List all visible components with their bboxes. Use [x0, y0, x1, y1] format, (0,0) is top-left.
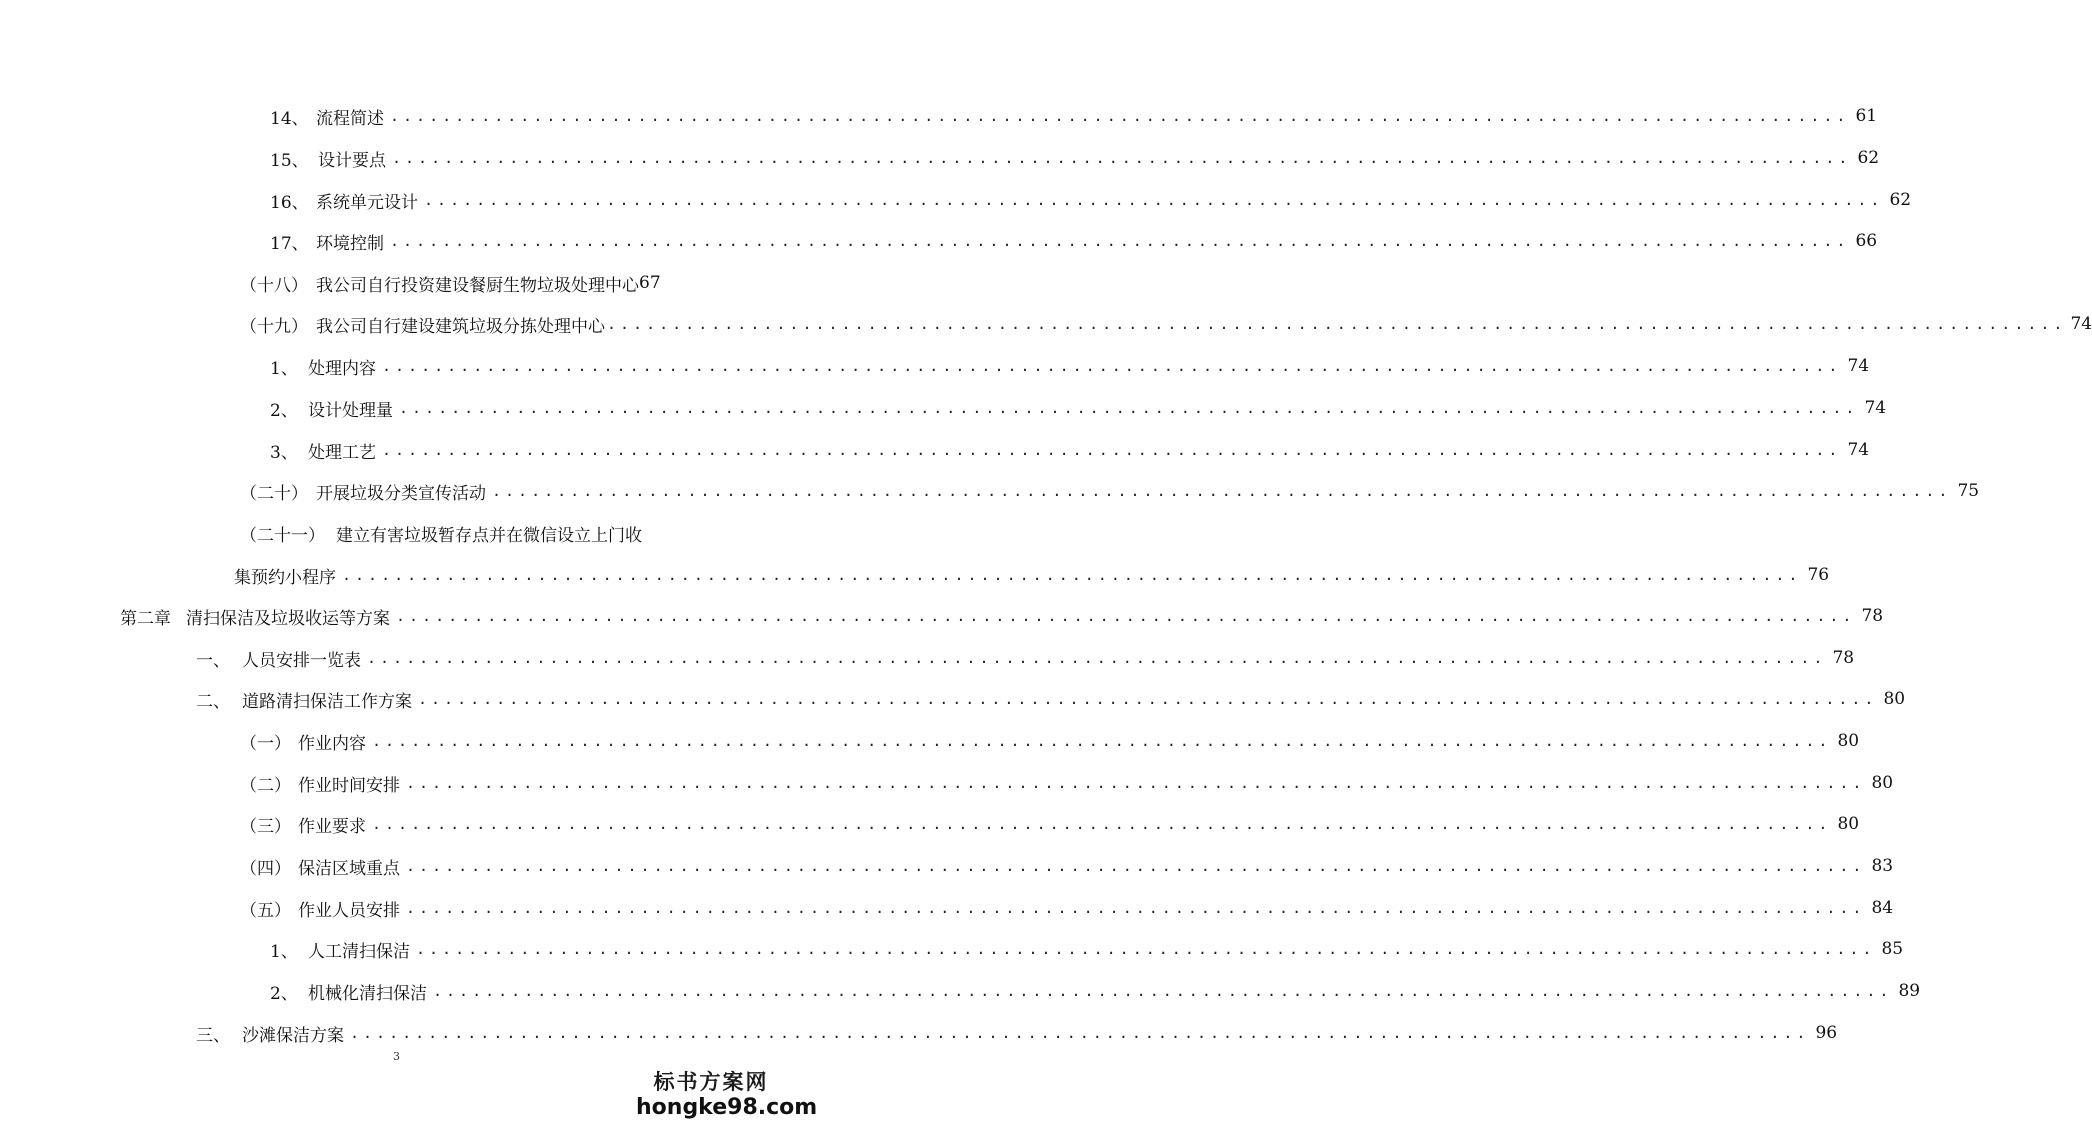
watermark-cn-text: 标书方案网 [653, 1070, 769, 1094]
toc-entry-number: 一、 [196, 650, 230, 671]
toc-entry[interactable] [196, 684, 1906, 714]
toc-dot-leader [350, 1024, 1809, 1042]
toc-dot-leader [372, 732, 1831, 750]
toc-dot-leader [372, 815, 1831, 833]
toc-entry-number: 15、 [270, 150, 309, 171]
toc-entry-continuation[interactable] [234, 560, 1830, 590]
toc-entry[interactable] [240, 309, 2092, 339]
toc-dot-leader [399, 399, 1858, 417]
toc-entry[interactable] [270, 934, 1904, 964]
toc-entry-page: 84 [1871, 898, 1894, 918]
toc-dot-leader [492, 482, 1951, 500]
toc-dot-leader [392, 149, 1851, 167]
toc-entry-number: 1、 [270, 941, 298, 962]
toc-dot-leader [424, 191, 1883, 209]
toc-entry-number: 14、 [270, 108, 309, 129]
toc-entry[interactable] [270, 226, 1878, 256]
toc-entry-page: 78 [1832, 648, 1855, 668]
toc-dot-leader [367, 649, 1826, 667]
toc-entry-number: （四） [240, 858, 291, 879]
toc-entry[interactable] [196, 1018, 1838, 1048]
toc-entry-title: 机械化清扫保洁 [308, 983, 427, 1004]
toc-entry-page: 66 [1855, 231, 1878, 251]
toc-entry-number: （二十一） [240, 525, 325, 546]
site-watermark [636, 1066, 818, 1120]
toc-entry-number: 17、 [270, 233, 309, 254]
toc-entry-number: （十八） [240, 275, 308, 296]
toc-entry[interactable] [270, 143, 1880, 173]
toc-entry-page: 76 [1807, 565, 1830, 585]
toc-entry[interactable] [240, 809, 1860, 839]
toc-entry-number: 16、 [270, 192, 309, 213]
toc-entry[interactable] [270, 393, 1887, 423]
toc-entry-page: 80 [1837, 731, 1860, 751]
toc-entry-page: 74 [2070, 314, 2092, 334]
toc-entry[interactable] [196, 643, 1855, 673]
toc-entry-number: 2、 [270, 983, 298, 1004]
toc-entry-title: 开展垃圾分类宣传活动 [316, 483, 486, 504]
toc-entry-number: （二） [240, 775, 291, 796]
toc-entry-number: （一） [240, 733, 291, 754]
toc-entry-page: 62 [1889, 190, 1912, 210]
toc-entry-title: 我公司自行投资建设餐厨生物垃圾处理中心 [316, 275, 639, 296]
toc-entry[interactable] [240, 851, 1894, 881]
toc-dot-leader [342, 566, 1801, 584]
toc-entry-page: 83 [1871, 856, 1894, 876]
toc-chapter-entry[interactable] [120, 601, 1884, 631]
toc-entry-title: 环境控制 [316, 233, 384, 254]
toc-dot-leader [406, 857, 1865, 875]
toc-entry-title: 作业人员安排 [298, 900, 400, 921]
toc-entry[interactable] [270, 101, 1878, 131]
toc-entry-title: 保洁区域重点 [298, 858, 400, 879]
toc-entry-page: 74 [1864, 398, 1887, 418]
toc-dot-leader [396, 607, 1855, 625]
toc-entry-number: 二、 [196, 691, 230, 712]
toc-entry-title: 作业内容 [298, 733, 366, 754]
toc-entry-number: （三） [240, 816, 291, 837]
toc-entry[interactable] [240, 476, 1980, 506]
toc-entry-page: 75 [1957, 481, 1980, 501]
toc-entry[interactable] [270, 185, 1912, 215]
watermark-domain-text: hongke98.com [636, 1095, 818, 1120]
page-number: 3 [393, 1050, 400, 1063]
toc-dot-leader [382, 441, 1841, 459]
toc-entry[interactable] [240, 726, 1860, 756]
toc-dot-leader [433, 982, 1892, 1000]
toc-entry-title: 作业时间安排 [298, 775, 400, 796]
toc-entry-page: 74 [1847, 356, 1870, 376]
toc-entry-number: 2、 [270, 400, 298, 421]
toc-entry[interactable] [240, 893, 1894, 923]
toc-dot-leader [418, 690, 1877, 708]
toc-dot-leader [406, 899, 1865, 917]
toc-entry[interactable] [270, 976, 1921, 1006]
toc-entry-page: 80 [1871, 773, 1894, 793]
toc-entry-title: 作业要求 [298, 816, 366, 837]
toc-entry[interactable] [270, 351, 1870, 381]
toc-entry-page: 74 [1847, 440, 1870, 460]
toc-entry-number: 3、 [270, 442, 298, 463]
toc-entry-title: 系统单元设计 [316, 192, 418, 213]
toc-entry-page: 80 [1883, 689, 1906, 709]
toc-dot-leader [607, 315, 2066, 333]
toc-dot-leader [390, 107, 1849, 125]
toc-entry-title: 清扫保洁及垃圾收运等方案 [186, 608, 390, 629]
toc-entry[interactable] [240, 768, 1894, 798]
toc-entry-page: 85 [1881, 939, 1904, 959]
toc-entry-page: 67 [639, 273, 661, 293]
toc-entry[interactable] [240, 518, 642, 548]
toc-entry-page: 96 [1815, 1023, 1838, 1043]
toc-dot-leader [416, 940, 1875, 958]
toc-dot-leader [390, 232, 1849, 250]
toc-entry[interactable] [270, 435, 1870, 465]
toc-entry-number: （二十） [240, 483, 308, 504]
toc-dot-leader [406, 774, 1865, 792]
toc-entry-title: 处理内容 [308, 358, 376, 379]
toc-entry-title: 我公司自行建设建筑垃圾分拣处理中心 [316, 316, 605, 337]
toc-entry-title: 设计要点 [318, 150, 386, 171]
toc-entry-title: 人工清扫保洁 [308, 941, 410, 962]
toc-entry-title: 道路清扫保洁工作方案 [242, 691, 412, 712]
toc-entry-title: 流程简述 [316, 108, 384, 129]
toc-entry-page: 61 [1855, 106, 1878, 126]
toc-entry-title: 人员安排一览表 [242, 650, 361, 671]
toc-entry-title: 沙滩保洁方案 [242, 1025, 344, 1046]
toc-entry-title: 设计处理量 [308, 400, 393, 421]
toc-entry-number: 第二章 [120, 608, 171, 629]
toc-entry-title: 建立有害垃圾暂存点并在微信设立上门收 [336, 525, 642, 546]
toc-entry-number: （五） [240, 900, 291, 921]
toc-entry-number: 三、 [196, 1025, 230, 1046]
toc-entry-title: 集预约小程序 [234, 567, 336, 588]
toc-entry-number: （十九） [240, 316, 308, 337]
toc-entry[interactable] [240, 268, 661, 298]
toc-entry-page: 78 [1861, 606, 1884, 626]
toc-entry-page: 62 [1857, 148, 1880, 168]
toc-entry-title: 处理工艺 [308, 442, 376, 463]
toc-entry-page: 80 [1837, 814, 1860, 834]
toc-entry-number: 1、 [270, 358, 298, 379]
toc-dot-leader [382, 357, 1841, 375]
toc-entry-page: 89 [1898, 981, 1921, 1001]
